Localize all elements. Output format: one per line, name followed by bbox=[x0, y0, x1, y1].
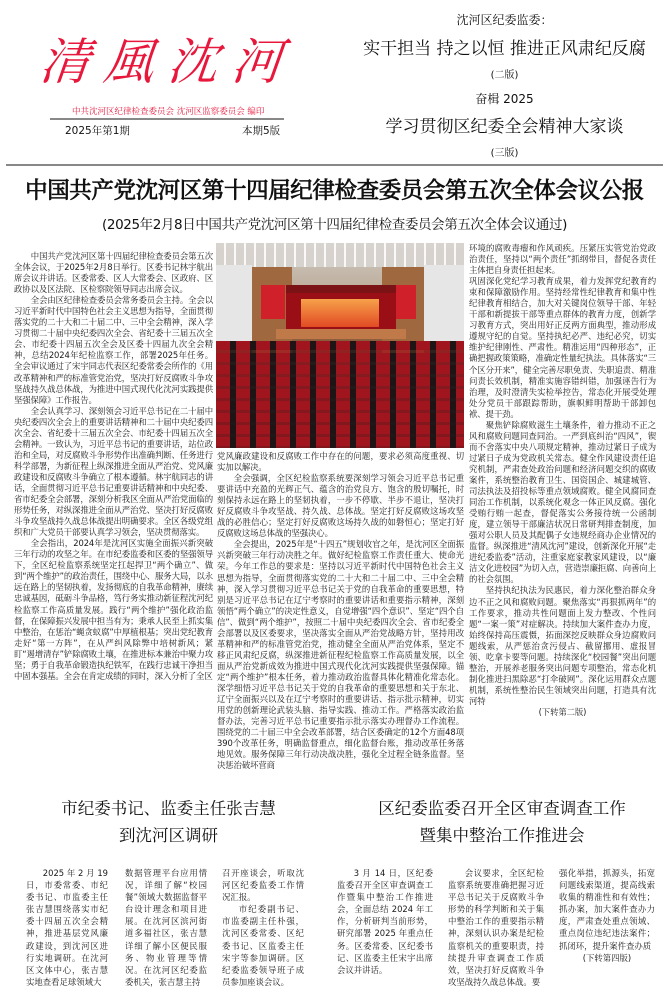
title-line: 暨集中整治工作推进会 bbox=[419, 826, 585, 845]
photo-audience-seats bbox=[216, 341, 464, 448]
paragraph: 环境的腐败毒瘤和作风顽疾。压紧压实管党治党政治责任，坚持以“两个责任”抓纲带目，督促各责任主体把自身责任担起来。 bbox=[469, 243, 656, 276]
highlight-1-headline[interactable]: 实干担当 持之以恒 推进正风肃纪反腐 bbox=[363, 39, 646, 59]
masthead-divider bbox=[50, 118, 284, 120]
main-article-column-2 bbox=[217, 451, 464, 782]
publisher-line: 中共沈河区纪律检查委员会 沈河区监察委员会 编印 bbox=[72, 107, 265, 117]
photo-wall bbox=[216, 265, 252, 343]
main-article-subtitle: (2025年2月8日中国共产党沈河区第十四届纪律检查委员会第五次全体会议通过) bbox=[102, 217, 567, 233]
photo-ceiling-lights bbox=[216, 243, 464, 267]
page-count: 本期5版 bbox=[242, 125, 281, 137]
paragraph: 召开座谈会，听取沈河区纪委监委工作情况汇报。 bbox=[222, 868, 304, 903]
issue-highlights bbox=[340, 0, 669, 160]
newspaper-logo: 清風沈河 bbox=[36, 33, 300, 91]
highlight-1-kicker: 沈河区纪委监委： bbox=[456, 13, 553, 27]
highlight-2-kicker: 奋楫 2025 bbox=[475, 92, 534, 106]
bottom-right-column-1 bbox=[337, 867, 433, 997]
masthead bbox=[0, 0, 330, 150]
bottom-left-column-3 bbox=[222, 867, 304, 997]
title-line: 到沈河区调研 bbox=[119, 826, 218, 845]
paragraph: 聚焦铲除腐败滋生土壤条件，着力推动不正之风和腐败问题同查同治。一严到底纠治“四风”，锲而不舍落实中央八项规定精神，推动过紧日子成为过紧日子成为党政机关常态。健全作风建设责任追究机制，严肃查处政治问题和经济问题交织的腐败案件，系统整治教育卫生、国资国企、城建城管、司法执法及招投标等重点领域腐败。健全风腐同查同治工作机制，以系统化观念一体正风反腐。强化受贿行贿一起查，督促落实公务接待统一公函制度，建立领导干部廉洁状况日常研判排查制度，加强对公职人员及其配偶子女违规经商办企业情况的监督。纵深推进“清风沈河”建设，创新深化开展“走进纪委监委”活动，注重家庭家教家风建设，以“廉洁文化进校园”为切入点，营造崇廉拒腐、向善向上的社会氛围。 bbox=[469, 419, 656, 585]
bottom-left-column-2 bbox=[125, 867, 207, 997]
bottom-left-column-1 bbox=[26, 867, 108, 997]
photo-podium bbox=[276, 329, 406, 339]
highlight-1-edition: (二版) bbox=[490, 70, 519, 81]
paragraph: 会议要求，全区纪检监察系统要准确把握习近平总书记关于反腐败斗争形势的科学判断和关于集中整治工作的重要指示精神，深刻认识办案是纪检监察机关的重要职责，持续提升审查调查工作质效，坚决打好反腐败斗争攻坚战持久战总体战。要 bbox=[448, 868, 544, 987]
header-divider bbox=[6, 164, 663, 166]
meeting-photo bbox=[216, 243, 464, 448]
paragraph: 3 月 14 日，区纪委监委召开全区审查调查工作暨集中整治工作推进会，全面总结 2024 年工作，分析研判当前形势，研究部署 2025 年重点任务。区委常委、区纪委书记、区监委主任宋宇出席会议并讲话。 bbox=[337, 868, 433, 975]
highlight-2-headline[interactable]: 学习贯彻区纪委全会精神大家谈 bbox=[385, 117, 624, 137]
paragraph: 全会指出，2024年是沈河区实施全面振兴新突破三年行动的攻坚之年。在市纪委监委和区委的坚强领导下，全区纪检监察系统坚定扛起捍卫“两个确立”、做到“两个维护”的政治责任，围绕中心、服务大局，以永远在路上的坚韧执着，发扬彻底的自我革命精神，赓续忠诚基因，砥砺斗争品格，笃行务实推动新征程沈河纪检监察工作高质量发展。践行“两个维护”强化政治监督，在保障振兴发展中担当有为；秉承人民至上抓实集中整治，在惩治“蝇贪蚁腐”中厚植根基；突出党纪教育走好“第一方阵”，在从严纠风除弊中培树新风；紧盯“遏增清存”铲除腐败土壤，在推进标本兼治中聚力攻坚；勇于自我革命锻造执纪铁军，在践行忠诚干净担当中固本强基。全会在肯定成绩的同时，深入分析了全区 bbox=[14, 538, 213, 681]
paragraph: 全会强调，全区纪检监察系统要深刻学习领会习近平总书记重要讲话中充盈的光辉正气、蕴含的治党良方、饱含的殷切嘱托，时刻保持永远在路上的坚韧执着，一步不停歇、半步不退让，坚决打好反腐败斗争攻坚战、持久战、总体战。坚定打好反腐败这场攻坚战的必胜信心；坚定打好反腐败这场持久战的如磐恒心；坚定打好反腐败这场总体战的坚强决心。 bbox=[217, 473, 464, 539]
main-article-title: 中国共产党沈河区第十四届纪律检查委员会第五次全体会议公报 bbox=[25, 178, 644, 204]
paragraph: 数据管理平台应用情况，详细了解“校园餐”领域大数据监督平台设计理念和项目进展。在沈河区滨河街道多福社区，张吉慧详细了解小区便民服务、物业管理等情况。在沈河区纪委监委机关，张吉慧主持 bbox=[125, 868, 207, 987]
photo-wall bbox=[424, 265, 464, 343]
paragraph: 全会认真学习、深刻领会习近平总书记在二十届中央纪委四次全会上的重要讲话精神和二十届中央纪委四次全会、省纪委十三届五次全会、市纪委十四届五次全会精神。一致认为，习近平总书记的重要讲话，站位政治和全局，对反腐败斗争形势作出准确判断、任务进行科学部署，为新征程上纵深推进全面从严治党、党风廉政建设和反腐败斗争确立了根本遵循。林宇航同志的讲话，全面贯彻习近平总书记重要讲话精神和中央纪委、省市纪委全会部署，深刻分析我区全面从严治党面临的形势任务，对纵深推进全面从严治党、坚决打好反腐败斗争攻坚战持久战总体战提出明确要求。全区各级党组织和广大党员干部要认真学习领会，坚决贯彻落实。 bbox=[14, 405, 213, 538]
issue-number: 2025年第1期 bbox=[65, 125, 130, 137]
paragraph: 坚持执纪执法为民惠民，着力深化整治群众身边不正之风和腐败问题。聚焦落实“再狠抓两年”的工作要求，推动共性问题面上发力整改、个性问题“一案一策”对症解决。持续加大案件查办力度，始终保持高压震慑，拓面深挖反映群众身边腐败问题线索，从严惩治贪污侵占、截留挪用、虚报冒领、吃拿卡要等问题。持续深化“校园餐”突出问题整治，开展养老服务突出问题专项整治，常态化机制化推进扫黑除恶“打伞破网”。深化运用群众点题机制，系统性整治民生领域突出问题，打造具有沈河特 bbox=[469, 585, 656, 706]
paragraph: 党风廉政建设和反腐败工作中存在的问题，要求必须高度重视、切实加以解决。 bbox=[217, 451, 464, 473]
bottom-left-article-title bbox=[16, 795, 321, 849]
paragraph: 市纪委副书记、市监委副主任朴强，沈河区委常委、区纪委书记、区监委主任宋宇等参加调研。区纪委监委领导班子成员参加座谈会议。 bbox=[222, 904, 304, 987]
photo-red-banner bbox=[261, 285, 285, 319]
bottom-right-column-3 bbox=[559, 867, 655, 997]
continued-on-page-note[interactable]: (下转第二版) bbox=[538, 706, 587, 717]
paragraph: 巩固深化党纪学习教育成果，着力发挥党纪教育约束和保障激励作用。坚持经常性纪律教育和集中性纪律教育相结合，加大对关键岗位领导干部、年轻干部和新提拔干部等重点群体的教育力度，创新学习教育方式，突出用好正反两方面典型，推动形成遵规守纪的自觉。坚持执纪必严、违纪必究，切实维护纪律刚性、严肃性。精准运用“四种形态”，正确把握政策策略，准确定性量纪执法。具体落实“三个区分开来”，健全完善尽职免责、失职追责、精准问责长效机制，精准实施容错纠错，加强诬告行为治理，及时澄清失实检举控告，常态化开展受处理处分党员干部跟踪帮助，旗帜鲜明帮助干部卸包袱、提干劲。 bbox=[469, 276, 656, 419]
continued-on-page-note[interactable]: (下转第四版) bbox=[582, 952, 632, 963]
bottom-right-column-2 bbox=[448, 867, 544, 997]
title-line: 市纪委书记、监委主任张吉慧 bbox=[61, 799, 276, 818]
photo-stage-screen bbox=[301, 299, 379, 327]
main-article-column-3 bbox=[469, 243, 656, 775]
paragraph: 全会提出，2025年是“十四五”规划收官之年，是沈河区全面振兴新突破三年行动决胜之年。做好纪检监察工作责任重大、使命光荣。今年工作总的要求是：坚持以习近平新时代中国特色社会主义思想为指导，全面贯彻落实党的二十大和二十届二中、三中全会精神，深入学习贯彻习近平总书记关于党的自我革命的重要思想，特别是习近平总书记在辽宁考察时的重要讲话和重要指示精神，深刻领悟“两个确立”的决定性意义，自觉增强“四个意识”、坚定“四个自信”、做到“两个维护”，按照二十届中央纪委四次全会、省市纪委全会部署以及区委要求，坚决落实全面从严治党战略方针，坚持用改革精神和严的标准管党治党，推动健全全面从严治党体系，坚定不移正风肃纪反腐，纵深推进新征程纪检监察工作高质量发展，以全面从严治党新成效为推进中国式现代化沈河实践提供坚强保障。锚定“两个维护”根本任务，着力推动政治监督具体化精准化常态化。深学细悟习近平总书记关于党的自我革命的重要思想和关于东北、辽宁全面振兴以及在辽宁考察时的重要讲话、指示批示精神，切实用党的创新理论武装头脑、指导实践、推动工作。严格落实政治监督办法，完善习近平总书记重要指示批示落实办理督办工作流程。围绕党的二十届三中全会改革部署，结合区委确定的12个方面48项390个改革任务，明确监督重点，细化监督台账，推动改革任务落地见效。服务保障三年行动决战决胜，强化全过程全链条监督。坚决惩治破坏营商 bbox=[217, 539, 464, 771]
photo-stage-banner bbox=[286, 285, 396, 293]
bottom-right-article-title bbox=[342, 795, 662, 849]
main-article-column-1 bbox=[14, 251, 213, 788]
paragraph: 全会由区纪律检查委员会常务委员会主持。全会以习近平新时代中国特色社会主义思想为指导，全面贯彻落实党的二十大和二十届二中、三中全会精神，深入学习贯彻二十届中央纪委四次全会、省纪委十三届五次全会、市纪委十四届五次全会及区委十四届九次全会精神，总结2024年纪检监察工作，部署2025年任务。全会审议通过了宋宇同志代表区纪委常委会所作的《用改革精神和严的标准管党治党，坚决打好反腐败斗争攻坚战持久战总体战，为推进中国式现代化沈河实践提供坚强保障》工作报告。 bbox=[14, 295, 213, 405]
paragraph: 中国共产党沈河区第十四届纪律检查委员会第五次全体会议，于2025年2月8日举行。区委书记林宇航出席会议并讲话。区委常委、区人大常委会、区政府、区政协以及区法院、区检察院领导同志出席会议。 bbox=[14, 251, 213, 295]
paragraph: 2025 年 2 月 19 日，市委常委、市纪委书记、市监委主任张吉慧围绕落实市纪委十四届五次全会精神，推进基层党风廉政建设，到沈河区进行实地调研。在沈河区文体中心，张吉慧实地查看足球领域大 bbox=[26, 868, 108, 987]
highlight-2-edition: (三版) bbox=[490, 148, 519, 159]
title-line: 区纪委监委召开全区审查调查工作 bbox=[378, 799, 626, 818]
paragraph: 强化举措，抓源头，拓宽问题线索渠道，提高线索收集的精准性和有效性；抓办案，加大案件查办力度，严肃查处重点领域、重点岗位违纪违法案件；抓闭环，提升案件查办质 bbox=[559, 868, 655, 951]
